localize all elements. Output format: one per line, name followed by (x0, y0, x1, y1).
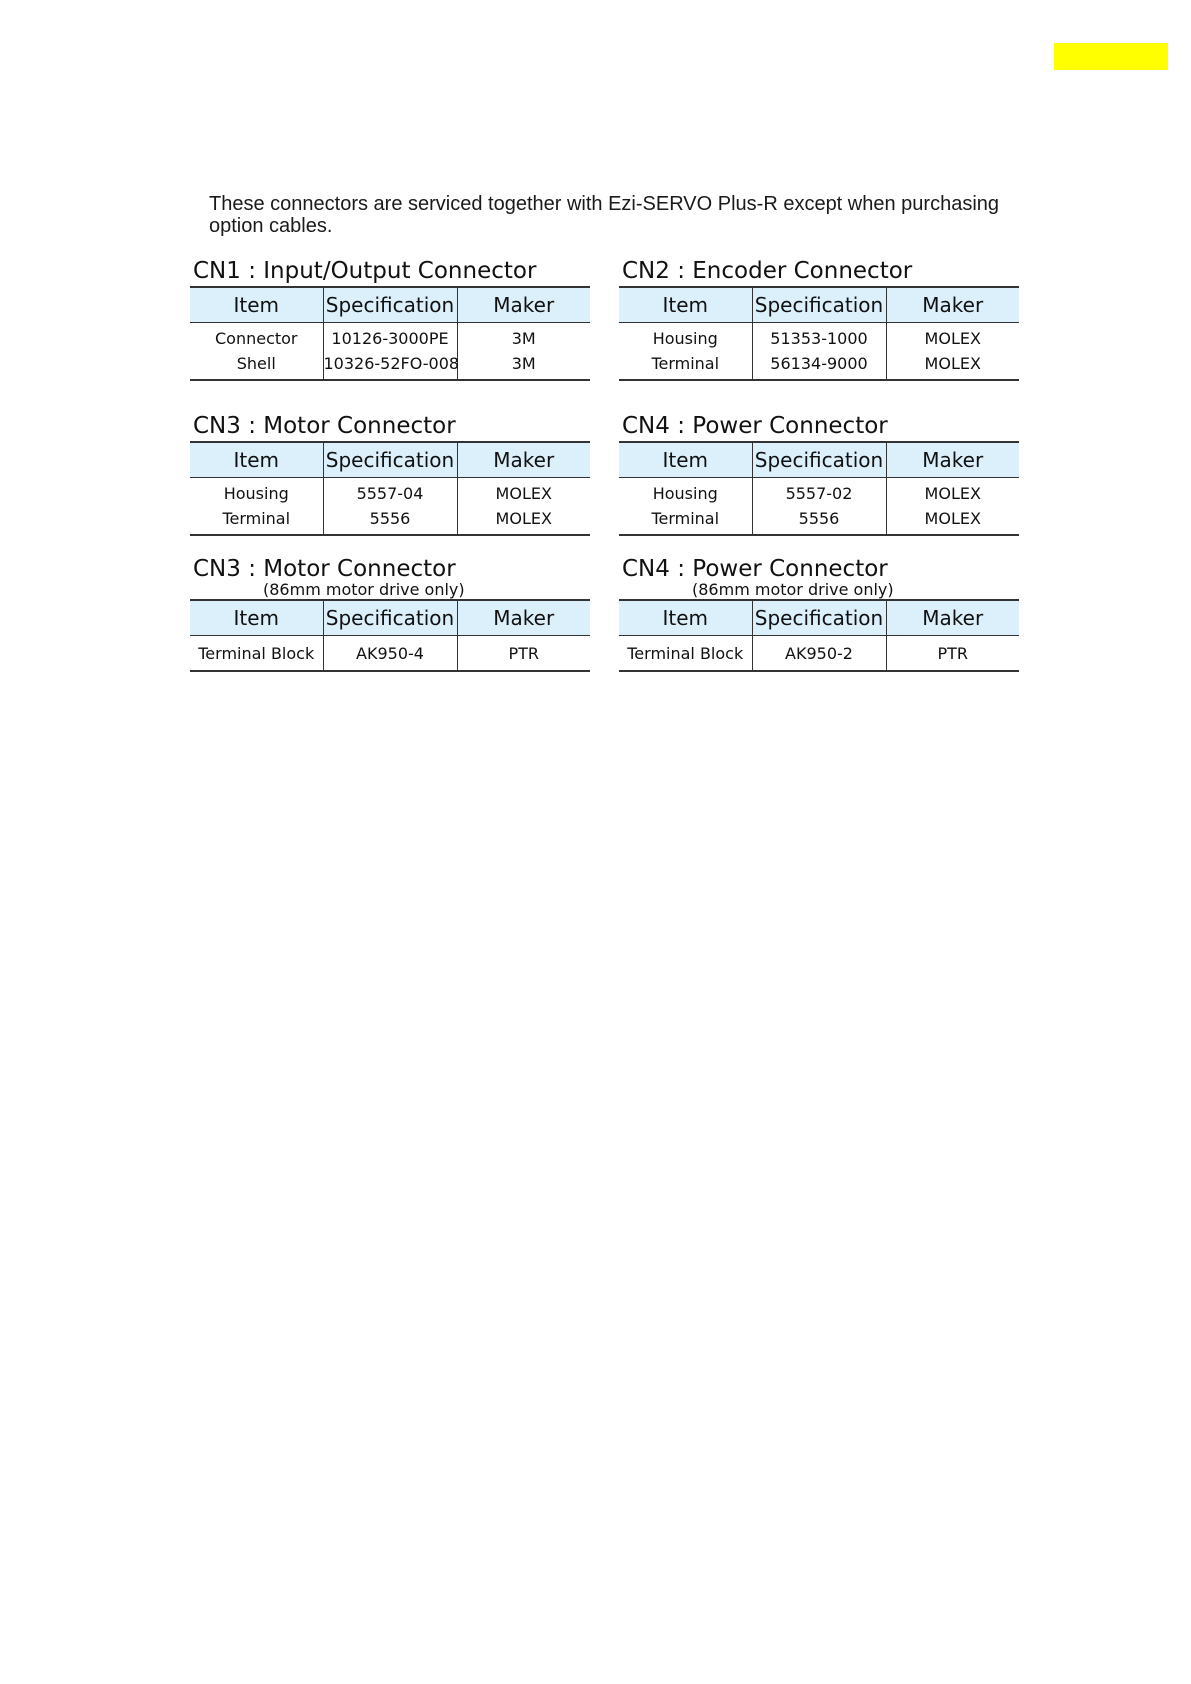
cell-specification: AK950-4 (323, 636, 457, 672)
table-header-row (619, 600, 1019, 636)
cn1-table (190, 286, 590, 381)
cell-maker: PTR (886, 636, 1019, 672)
column-header-specification: Specification (752, 287, 886, 323)
cn3-86mm-title: CN3 : Motor Connector (193, 556, 456, 582)
cell-maker: MOLEX (886, 351, 1019, 380)
cn3-86mm-subtitle: (86mm motor drive only) (263, 580, 465, 599)
cell-specification: 5557-02 (752, 478, 886, 507)
cell-maker: MOLEX (457, 478, 590, 507)
cell-specification: 5556 (752, 506, 886, 535)
cell-item: Housing (652, 484, 718, 503)
cell-specification: 51353-1000 (752, 323, 886, 352)
column-header-item: Item (619, 442, 752, 478)
column-header-specification: Specification (323, 600, 457, 636)
table-row (190, 351, 590, 380)
table-row (190, 506, 590, 535)
cell-specification: AK950-2 (752, 636, 886, 672)
cell-item: Connector (214, 329, 298, 348)
cn2-table (619, 286, 1019, 381)
cell-specification: 10126-3000PE (323, 323, 457, 352)
table-row (619, 506, 1019, 535)
cn3-title: CN3 : Motor Connector (193, 413, 456, 439)
cn4-block (619, 411, 1019, 536)
table-row (619, 351, 1019, 380)
table-header-row (190, 287, 590, 323)
column-header-maker: Maker (457, 600, 590, 636)
cell-specification: 56134-9000 (752, 351, 886, 380)
cell-specification: 5557-04 (323, 478, 457, 507)
cell-maker: MOLEX (457, 506, 590, 535)
cn1-title: CN1 : Input/Output Connector (193, 258, 537, 284)
column-header-specification: Specification (752, 442, 886, 478)
column-header-maker: Maker (886, 600, 1019, 636)
cn4-86mm-block (619, 554, 1019, 672)
column-header-specification: Specification (323, 287, 457, 323)
cn4-86mm-table (619, 599, 1019, 672)
cell-item: Terminal (651, 509, 720, 528)
column-header-item: Item (190, 442, 323, 478)
column-header-item: Item (190, 600, 323, 636)
cell-maker: MOLEX (886, 478, 1019, 507)
cell-specification: 10326-52FO-008 (323, 351, 457, 380)
cn4-table (619, 441, 1019, 536)
cn2-block (619, 256, 1019, 381)
cell-maker: PTR (457, 636, 590, 672)
cell-item: Terminal (222, 509, 291, 528)
cn3-86mm-table (190, 599, 590, 672)
table-row (190, 323, 590, 352)
cell-item: Housing (223, 484, 289, 503)
cn3-block (190, 411, 590, 536)
table-header-row (619, 442, 1019, 478)
intro-line-2: option cables. (209, 215, 333, 237)
table-row (619, 323, 1019, 352)
cell-item: Terminal Block (198, 643, 315, 663)
cn3-table (190, 441, 590, 536)
column-header-item: Item (619, 287, 752, 323)
column-header-maker: Maker (457, 442, 590, 478)
column-header-specification: Specification (323, 442, 457, 478)
column-header-item: Item (190, 287, 323, 323)
cn4-title: CN4 : Power Connector (622, 413, 888, 439)
column-header-item: Item (619, 600, 752, 636)
table-header-row (190, 442, 590, 478)
column-header-maker: Maker (886, 442, 1019, 478)
cell-item: Terminal (651, 354, 720, 373)
table-row (619, 478, 1019, 507)
intro-paragraph (209, 193, 1009, 237)
cell-item: Shell (236, 354, 276, 373)
highlight-marker (1054, 43, 1168, 70)
cn1-block (190, 256, 590, 381)
cell-specification: 5556 (323, 506, 457, 535)
column-header-maker: Maker (457, 287, 590, 323)
cn4-86mm-title: CN4 : Power Connector (622, 556, 888, 582)
cell-maker: MOLEX (886, 323, 1019, 352)
column-header-specification: Specification (752, 600, 886, 636)
cell-maker: 3M (457, 323, 590, 352)
cell-item: Housing (652, 329, 718, 348)
table-header-row (190, 600, 590, 636)
table-row (619, 636, 1019, 672)
cell-maker: MOLEX (886, 506, 1019, 535)
intro-line-1: These connectors are serviced together with Ezi-SERVO Plus-R except when purchasing (209, 193, 1000, 215)
cn2-title: CN2 : Encoder Connector (622, 258, 913, 284)
cn3-86mm-block (190, 554, 590, 672)
table-row (190, 478, 590, 507)
cell-item: Terminal Block (627, 643, 744, 663)
cell-maker: 3M (457, 351, 590, 380)
column-header-maker: Maker (886, 287, 1019, 323)
cn4-86mm-subtitle: (86mm motor drive only) (692, 580, 894, 599)
table-row (190, 636, 590, 672)
table-header-row (619, 287, 1019, 323)
